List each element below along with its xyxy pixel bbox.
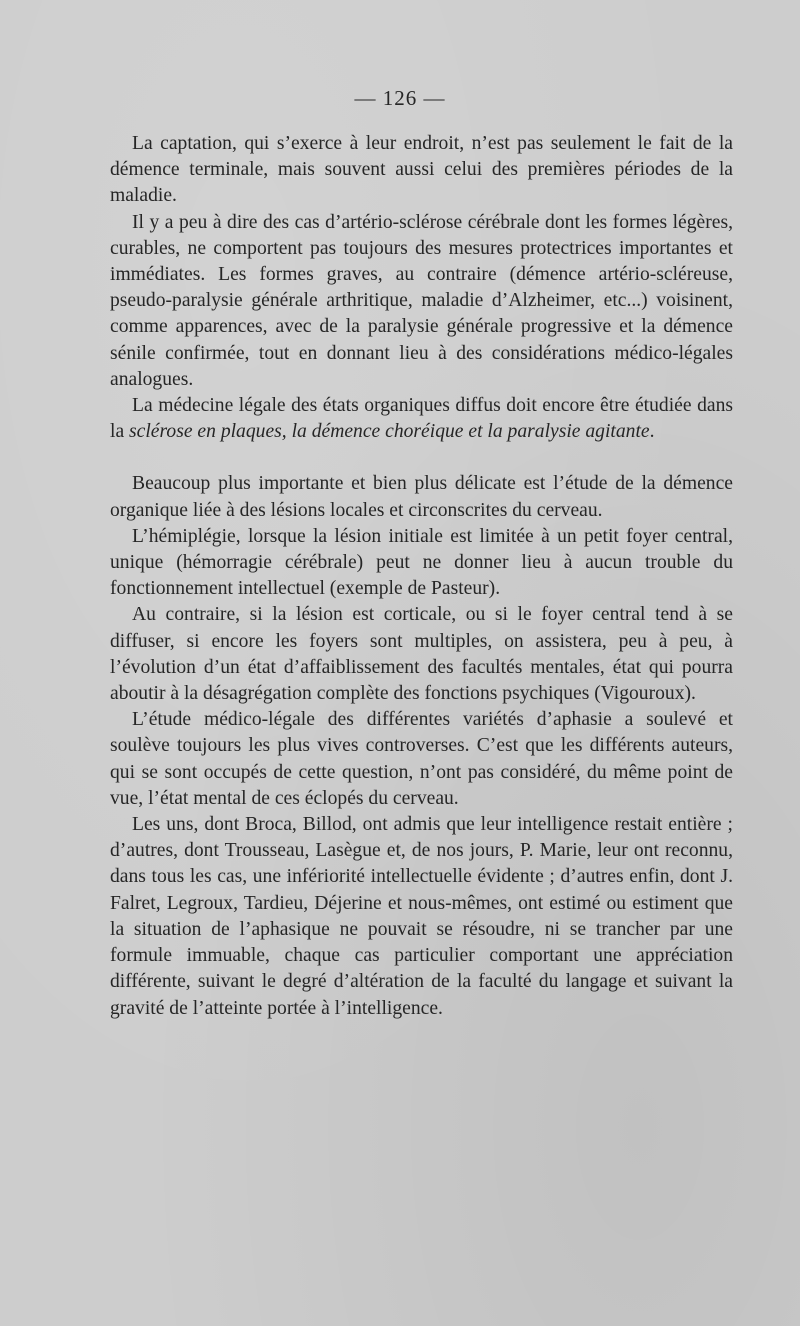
page-number: — 126 — bbox=[354, 86, 446, 110]
paragraph-text: La médecine légale des états organiques diffus doit encore être étudiée dans la bbox=[110, 395, 733, 443]
paragraph-captation: La captation, qui s’exerce à leur endroit, n’est pas seulement le fait de la démence terminale, mais souvent aussi celui des premières périodes de la maladie. bbox=[110, 133, 733, 207]
paragraph-aphasie: L’étude médico-légale des différentes variétés d’aphasie a soulevé et soulève toujours les plus vives controverses. C’est que les différents auteurs, qui se sont occupés de cette question, n’ont pas considéré, du même point de vue, l’état mental de ces éclopés du cerveau. bbox=[110, 709, 733, 809]
paragraph-lesion-corticale: Au contraire, si la lésion est corticale, ou si le foyer central tend à se diffuser, si encore les foyers sont multiples, on assistera, peu à peu, à l’évolution d’un état d’affaiblissement des facultés mentales, état qui pourra aboutir à la désagrégation complète des fonctions psychiques (Vigouroux). bbox=[110, 604, 733, 705]
italic-diseases: sclérose en plaques, la démence choréique et la paralysie agitante bbox=[129, 421, 650, 443]
paragraph-text-end: . bbox=[649, 421, 655, 443]
paragraph-medecine-legale bbox=[110, 393, 733, 445]
paragraph-arterio-sclerose: Il y a peu à dire des cas d’artério-sclérose cérébrale dont les formes légères, curables, ne comportent pas toujours des mesures protectrices importantes et immédiates. Les formes graves, au contraire (démence artério-scléreuse, pseudo-paralysie générale arthritique, maladie d’Alzheimer, etc...) voisinent, comme apparences, avec de la paralysie générale progressive et la démence sénile confirmée, tout en donnant lieu à des considérations médico-légales analogues. bbox=[110, 211, 733, 390]
paragraph-demence-organique: Beaucoup plus importante et bien plus délicate est l’étude de la démence organique liée à des lésions locales et circonscrites du cerveau. bbox=[110, 473, 733, 521]
body-text bbox=[110, 131, 733, 1022]
paragraph-auteurs: Les uns, dont Broca, Billod, ont admis que leur intelligence restait entière ; d’autres, dont Trousseau, Lasègue et, de nos jours, P. Marie, leur ont reconnu, dans tous les cas, une infériorité intellectuelle évidente ; d’autres enfin, dont J. Falret, Legroux, Tardieu, Déjerine et nous-mêmes, ont estimé ou estiment que la situation de l’aphasique ne pouvait se résoudre, ni se trancher par une formule immuable, chaque cas particulier comportant une appréciation différente, suivant le degré d’altération de la faculté du langage et suivant la gravité de l’atteinte portée à l’intelligence. bbox=[110, 814, 733, 1019]
paragraph-hemiplegie: L’hémiplégie, lorsque la lésion initiale est limitée à un petit foyer central, unique (hémorragie cérébrale) peut ne donner lieu à aucun trouble du fonctionnement intellectuel (exemple de Pasteur). bbox=[110, 525, 733, 600]
